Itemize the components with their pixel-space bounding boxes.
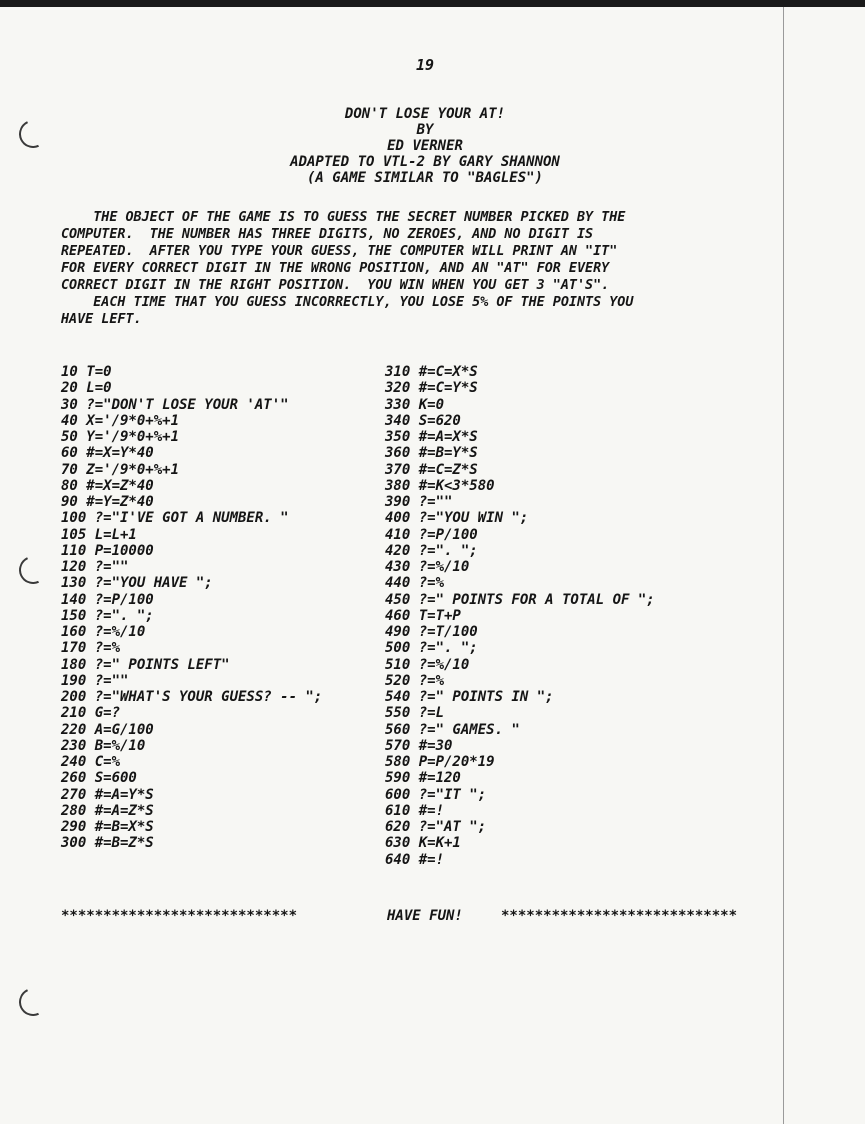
code-line: 390 ?="" (385, 494, 453, 510)
code-line: 130 ?="YOU HAVE "; (61, 575, 213, 592)
code-line: 600 ?="IT "; (385, 786, 487, 803)
code-line: 420 ?=". "; (385, 542, 478, 559)
code-line: 440 ?=% (385, 575, 445, 592)
code-line: 590 #=120 (385, 770, 461, 787)
code-line: 620 ?="AT "; (385, 819, 487, 835)
page-number: 19 (415, 56, 435, 74)
code-line: 400 ?="YOU WIN "; (385, 510, 529, 527)
code-line: 560 ?=" GAMES. " (385, 721, 520, 738)
page-top-border (0, 0, 865, 7)
description-line: FOR EVERY CORRECT DIGIT IN THE WRONG POSITION, AND AN "AT" FOR EVERY (61, 261, 610, 276)
punch-hole-mark (15, 552, 51, 588)
code-line: 340 S=620 (385, 412, 461, 429)
description-paragraph (61, 209, 783, 328)
code-line: 220 A=G/100 (61, 721, 154, 738)
subtitle: (A GAME SIMILAR TO "BAGLES") (306, 170, 543, 186)
code-line: 80 #=X=Z*40 (61, 477, 154, 494)
description-line: HAVE LEFT. (61, 312, 142, 327)
code-line: 580 P=P/20*19 (385, 754, 495, 770)
punch-hole-mark (15, 984, 51, 1020)
footer-text: HAVE FUN! (387, 908, 463, 924)
code-line: 410 ?=P/100 (385, 526, 478, 543)
title-block (100, 106, 750, 186)
code-listing-left (61, 364, 381, 852)
description-line: CORRECT DIGIT IN THE RIGHT POSITION. YOU WIN WHEN YOU GET 3 "AT'S". (61, 278, 610, 293)
code-line: 30 ?="DON'T LOSE YOUR 'AT'" (61, 396, 289, 413)
page-right-edge (783, 7, 784, 1124)
code-line: 490 ?=T/100 (385, 624, 478, 640)
code-line: 520 ?=% (385, 672, 445, 689)
description-line: THE OBJECT OF THE GAME IS TO GUESS THE SECRET NUMBER PICKED BY THE (61, 210, 626, 225)
footer-stars-left: **************************** (61, 908, 298, 924)
title: DON'T LOSE YOUR AT! (344, 106, 506, 122)
code-line: 310 #=C=X*S (385, 364, 478, 380)
code-line: 110 P=10000 (61, 542, 154, 559)
code-line: 510 ?=%/10 (385, 656, 470, 673)
code-line: 460 T=T+P (385, 607, 461, 624)
description-line: REPEATED. AFTER YOU TYPE YOUR GUESS, THE COMPUTER WILL PRINT AN "IT" (61, 244, 618, 259)
code-line: 240 C=% (61, 754, 121, 770)
code-line: 330 K=0 (385, 396, 445, 413)
code-line: 500 ?=". "; (385, 640, 478, 657)
code-line: 630 K=K+1 (385, 835, 461, 852)
byline: BY (416, 122, 434, 138)
code-line: 105 L=L+1 (61, 526, 137, 543)
code-line: 200 ?="WHAT'S YOUR GUESS? -- "; (61, 689, 323, 705)
code-line: 120 ?="" (61, 559, 129, 575)
code-line: 260 S=600 (61, 770, 137, 787)
code-line: 50 Y='/9*0+%+1 (61, 429, 180, 445)
code-line: 140 ?=P/100 (61, 591, 154, 608)
adaptation-credit: ADAPTED TO VTL-2 BY GARY SHANNON (290, 154, 560, 170)
code-line: 430 ?=%/10 (385, 559, 470, 575)
code-line: 40 X='/9*0+%+1 (61, 412, 180, 429)
code-line: 230 B=%/10 (61, 737, 146, 754)
code-line: 150 ?=". "; (61, 607, 154, 624)
code-line: 100 ?="I'VE GOT A NUMBER. " (61, 510, 289, 527)
code-line: 180 ?=" POINTS LEFT" (61, 656, 230, 673)
code-listing-right (385, 364, 780, 868)
code-line: 360 #=B=Y*S (385, 445, 478, 462)
code-line: 570 #=30 (385, 737, 453, 754)
code-line: 90 #=Y=Z*40 (61, 494, 154, 510)
code-line: 640 #=! (385, 851, 445, 868)
code-line: 160 ?=%/10 (61, 624, 146, 640)
code-line: 280 #=A=Z*S (61, 802, 154, 819)
code-line: 270 #=A=Y*S (61, 786, 154, 803)
code-line: 210 G=? (61, 705, 121, 722)
code-line: 540 ?=" POINTS IN "; (385, 689, 554, 705)
code-line: 610 #=! (385, 802, 445, 819)
description-line: COMPUTER. THE NUMBER HAS THREE DIGITS, NO ZEROES, AND NO DIGIT IS (61, 227, 594, 242)
code-line: 550 ?=L (385, 705, 445, 722)
footer-banner (61, 908, 781, 928)
code-line: 190 ?="" (61, 672, 129, 689)
code-line: 290 #=B=X*S (61, 819, 154, 835)
code-line: 170 ?=% (61, 640, 121, 657)
punch-hole-mark (15, 116, 51, 152)
author: ED VERNER (387, 138, 463, 154)
description-line: EACH TIME THAT YOU GUESS INCORRECTLY, YOU LOSE 5% OF THE POINTS YOU (61, 295, 634, 310)
code-line: 320 #=C=Y*S (385, 380, 478, 397)
code-line: 370 #=C=Z*S (385, 461, 478, 478)
code-line: 60 #=X=Y*40 (61, 445, 154, 462)
footer-stars-right: **************************** (501, 908, 738, 924)
code-line: 350 #=A=X*S (385, 429, 478, 445)
code-line: 380 #=K<3*580 (385, 477, 495, 494)
code-line: 20 L=0 (61, 380, 112, 397)
code-line: 10 T=0 (61, 364, 112, 380)
code-line: 70 Z='/9*0+%+1 (61, 461, 180, 478)
code-line: 300 #=B=Z*S (61, 835, 154, 852)
code-line: 450 ?=" POINTS FOR A TOTAL OF "; (385, 591, 655, 608)
